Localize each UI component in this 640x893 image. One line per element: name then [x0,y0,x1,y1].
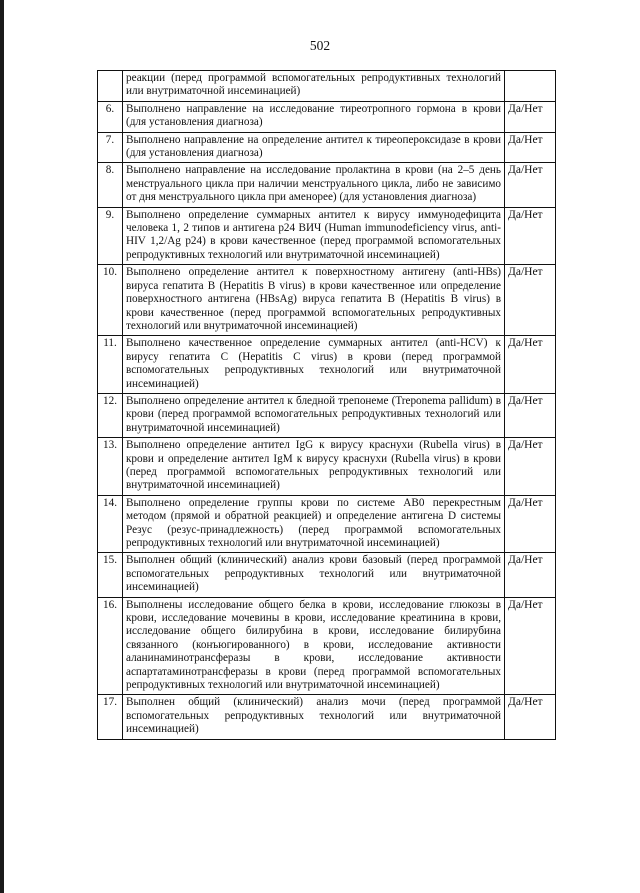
table-row [98,495,556,553]
table-row [98,695,556,739]
row-number: 6. [98,101,123,132]
criterion-text: Выполнено определение суммарных антител к вирусу иммунодефицита человека 1, 2 типов и антигена p24 ВИЧ (Human immunodeficiency virus, anti-HIV 1,2/Ag p24) в крови качественное (перед программой вспомогательных репродуктивных технологий или внутриматочной инсеминацией) [123,207,505,265]
table-row [98,265,556,336]
answer-cell: Да/Нет [505,163,556,207]
answer-cell: Да/Нет [505,495,556,553]
answer-cell: Да/Нет [505,695,556,739]
criterion-text: реакции (перед программой вспомогательных репродуктивных технологий или внутриматочной инсеминацией) [123,71,505,102]
row-number: 15. [98,553,123,597]
criteria-table-body [98,71,556,740]
answer-cell: Да/Нет [505,207,556,265]
table-row [98,553,556,597]
answer-cell: Да/Нет [505,336,556,394]
criterion-text: Выполнено определение группы крови по системе AB0 перекрестным методом (прямой и обратной реакцией) и определение антигена D системы Резус (резус-принадлежность) (перед программой вспомогательных репродуктивных технологий или внутриматочной инсеминацией) [123,495,505,553]
criterion-text: Выполнены исследование общего белка в крови, исследование глюкозы в крови, исследование мочевины в крови, исследование креатинина в крови, исследование общего билирубина в крови, исследование билирубина связанного (конъюгированного) в крови, исследование активности аланинаминотрансферазы в крови, исследование активности аспартатаминотрансферазы в крови (перед программой вспомогательных репродуктивных технологий или внутриматочной инсеминацией) [123,597,505,695]
row-number: 12. [98,393,123,437]
row-number: 8. [98,163,123,207]
answer-cell: Да/Нет [505,597,556,695]
table-row [98,393,556,437]
table-row [98,71,556,102]
answer-cell: Да/Нет [505,438,556,496]
criterion-text: Выполнен общий (клинический) анализ крови базовый (перед программой вспомогательных репродуктивных технологий или внутриматочной инсеминацией) [123,553,505,597]
row-number: 11. [98,336,123,394]
answer-cell [505,71,556,102]
criterion-text: Выполнено определение антител к бледной трепонеме (Treponema pallidum) в крови (перед программой вспомогательных репродуктивных технологий или внутриматочной инсеминацией) [123,393,505,437]
table-row [98,336,556,394]
row-number: 7. [98,132,123,163]
row-number: 9. [98,207,123,265]
criterion-text: Выполнено определение антител IgG к вирусу краснухи (Rubella virus) в крови и определение антител IgM к вирусу краснухи (Rubella virus) в крови (перед программой вспомогательных репродуктивных технологий или внутриматочной инсеминацией) [123,438,505,496]
table-row [98,597,556,695]
row-number: 13. [98,438,123,496]
criterion-text: Выполнен общий (клинический) анализ мочи (перед программой вспомогательных репродуктивных технологий или внутриматочной инсеминацией) [123,695,505,739]
answer-cell: Да/Нет [505,265,556,336]
answer-cell: Да/Нет [505,132,556,163]
criterion-text: Выполнено направление на исследование пролактина в крови (на 2–5 день менструального цикла при наличии менструального цикла, либо не зависимо от дня менструального цикла при аменорее) (для установления диагноза) [123,163,505,207]
criteria-table [97,70,556,740]
answer-cell: Да/Нет [505,553,556,597]
criterion-text: Выполнено направление на исследование тиреотропного гормона в крови (для установления диагноза) [123,101,505,132]
table-row [98,438,556,496]
criterion-text: Выполнено качественное определение суммарных антител (anti-HCV) к вирусу гепатита C (Hepatitis C virus) в крови (перед программой вспомогательных репродуктивных технологий или внутриматочной инсеминацией) [123,336,505,394]
table-row [98,207,556,265]
table-row [98,163,556,207]
page-number: 502 [309,38,331,53]
answer-cell: Да/Нет [505,101,556,132]
criterion-text: Выполнено определение антител к поверхностному антигену (anti-HBs) вируса гепатита B (Hepatitis B virus) в крови качественное или определение поверхностного антигена (HBsAg) вируса гепатита B (Hepatitis B virus) в крови качественное (перед программой вспомогательных репродуктивных технологий или внутриматочной инсеминацией) [123,265,505,336]
table-row [98,132,556,163]
table-row [98,101,556,132]
criterion-text: Выполнено направление на определение антител к тиреопероксидазе в крови (для установления диагноза) [123,132,505,163]
row-number: 17. [98,695,123,739]
row-number: 14. [98,495,123,553]
row-number [98,71,123,102]
row-number: 10. [98,265,123,336]
row-number: 16. [98,597,123,695]
answer-cell: Да/Нет [505,393,556,437]
scan-edge [0,0,4,893]
